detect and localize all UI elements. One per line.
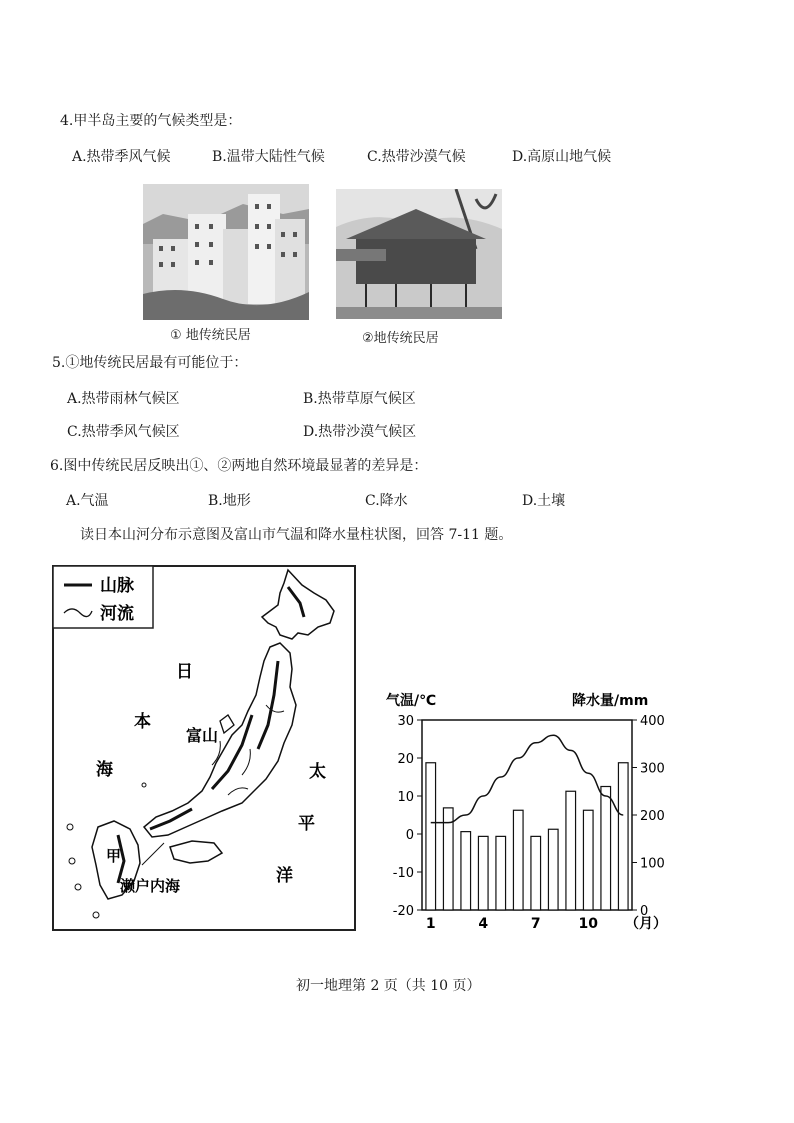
q5-option-c: C.热带季风气候区 — [67, 424, 180, 440]
precipitation-bar — [513, 810, 523, 910]
precipitation-bar — [566, 791, 576, 910]
right-axis-tick-label: 0 — [640, 904, 649, 919]
label-ri: 日 — [176, 662, 193, 682]
japan-map — [52, 565, 357, 935]
fushan-climate-chart — [384, 685, 674, 940]
q6-stem: 6.图中传统民居反映出①、②两地自然环境最显著的差异是： — [50, 458, 428, 474]
q6-option-d: D.土壤 — [522, 493, 566, 509]
photo2-caption: ②地传统民居 — [362, 331, 439, 346]
legend-river-label: 河流 — [100, 604, 134, 624]
precipitation-bar — [548, 829, 558, 910]
precipitation-bar — [426, 763, 436, 910]
legend-mountain-label: 山脉 — [100, 576, 134, 596]
label-jia: 甲 — [106, 847, 122, 865]
label-fushan: 富山 — [186, 726, 219, 745]
precipitation-bar — [478, 836, 488, 910]
x-axis-tick-label: 7 — [530, 916, 541, 932]
q5-option-d: D.热带沙漠气候区 — [303, 424, 417, 440]
left-axis-tick-label: 10 — [397, 790, 414, 805]
left-axis-tick-label: 30 — [397, 714, 414, 729]
q5-option-a: A.热带雨林气候区 — [67, 391, 180, 407]
photo-stilt-house — [336, 189, 502, 319]
left-axis-tick-label: -20 — [392, 904, 414, 919]
q6-option-b: B.地形 — [208, 493, 251, 509]
q4-stem: 4.甲半岛主要的气候类型是： — [60, 113, 242, 129]
left-axis-tick-label: 20 — [397, 752, 414, 767]
x-axis-unit-label: （月） — [625, 916, 667, 932]
label-hai: 海 — [96, 760, 113, 780]
left-axis-tick-label: -10 — [392, 866, 414, 881]
q4-option-b: B.温带大陆性气候 — [212, 149, 325, 165]
reading-instruction: 读日本山河分布示意图及富山市气温和降水量柱状图，回答 7-11 题。 — [80, 527, 513, 543]
x-axis-tick-label: 1 — [425, 916, 436, 932]
q5-stem: 5.①地传统民居最有可能位于： — [52, 355, 248, 371]
label-ping: 平 — [298, 814, 315, 834]
q4-option-a: A.热带季风气候 — [72, 149, 171, 165]
label-ben: 本 — [134, 712, 151, 732]
left-axis-tick-label: 0 — [405, 828, 414, 843]
temperature-curve — [431, 735, 624, 822]
precipitation-bar — [461, 832, 471, 910]
right-axis-tick-label: 100 — [640, 856, 665, 872]
photo1-caption: ① 地传统民居 — [170, 328, 251, 343]
q6-option-a: A.气温 — [66, 493, 109, 509]
photo-desert-houses — [143, 184, 309, 320]
precipitation-bar — [531, 836, 541, 910]
precipitation-bar — [583, 810, 593, 910]
q6-option-c: C.降水 — [365, 493, 408, 509]
q5-option-b: B.热带草原气候区 — [303, 391, 416, 407]
precipitation-bar — [618, 763, 628, 910]
page-footer: 初一地理第 2 页（共 10 页） — [296, 978, 481, 994]
label-tai: 太 — [309, 762, 326, 782]
label-yang: 洋 — [276, 866, 293, 886]
precipitation-bar — [601, 787, 611, 911]
right-axis-tick-label: 200 — [640, 809, 665, 824]
left-axis-label: 气温/℃ — [386, 693, 437, 709]
x-axis-tick-label: 4 — [478, 916, 489, 932]
precipitation-bar — [496, 836, 506, 910]
q4-option-c: C.热带沙漠气候 — [367, 149, 466, 165]
q4-option-d: D.高原山地气候 — [512, 149, 612, 165]
label-seto: 濑户内海 — [120, 877, 181, 895]
right-axis-tick-label: 300 — [640, 761, 665, 777]
x-axis-tick-label: 10 — [578, 916, 598, 932]
right-axis-tick-label: 400 — [640, 714, 665, 729]
right-axis-label: 降水量/mm — [572, 693, 649, 709]
